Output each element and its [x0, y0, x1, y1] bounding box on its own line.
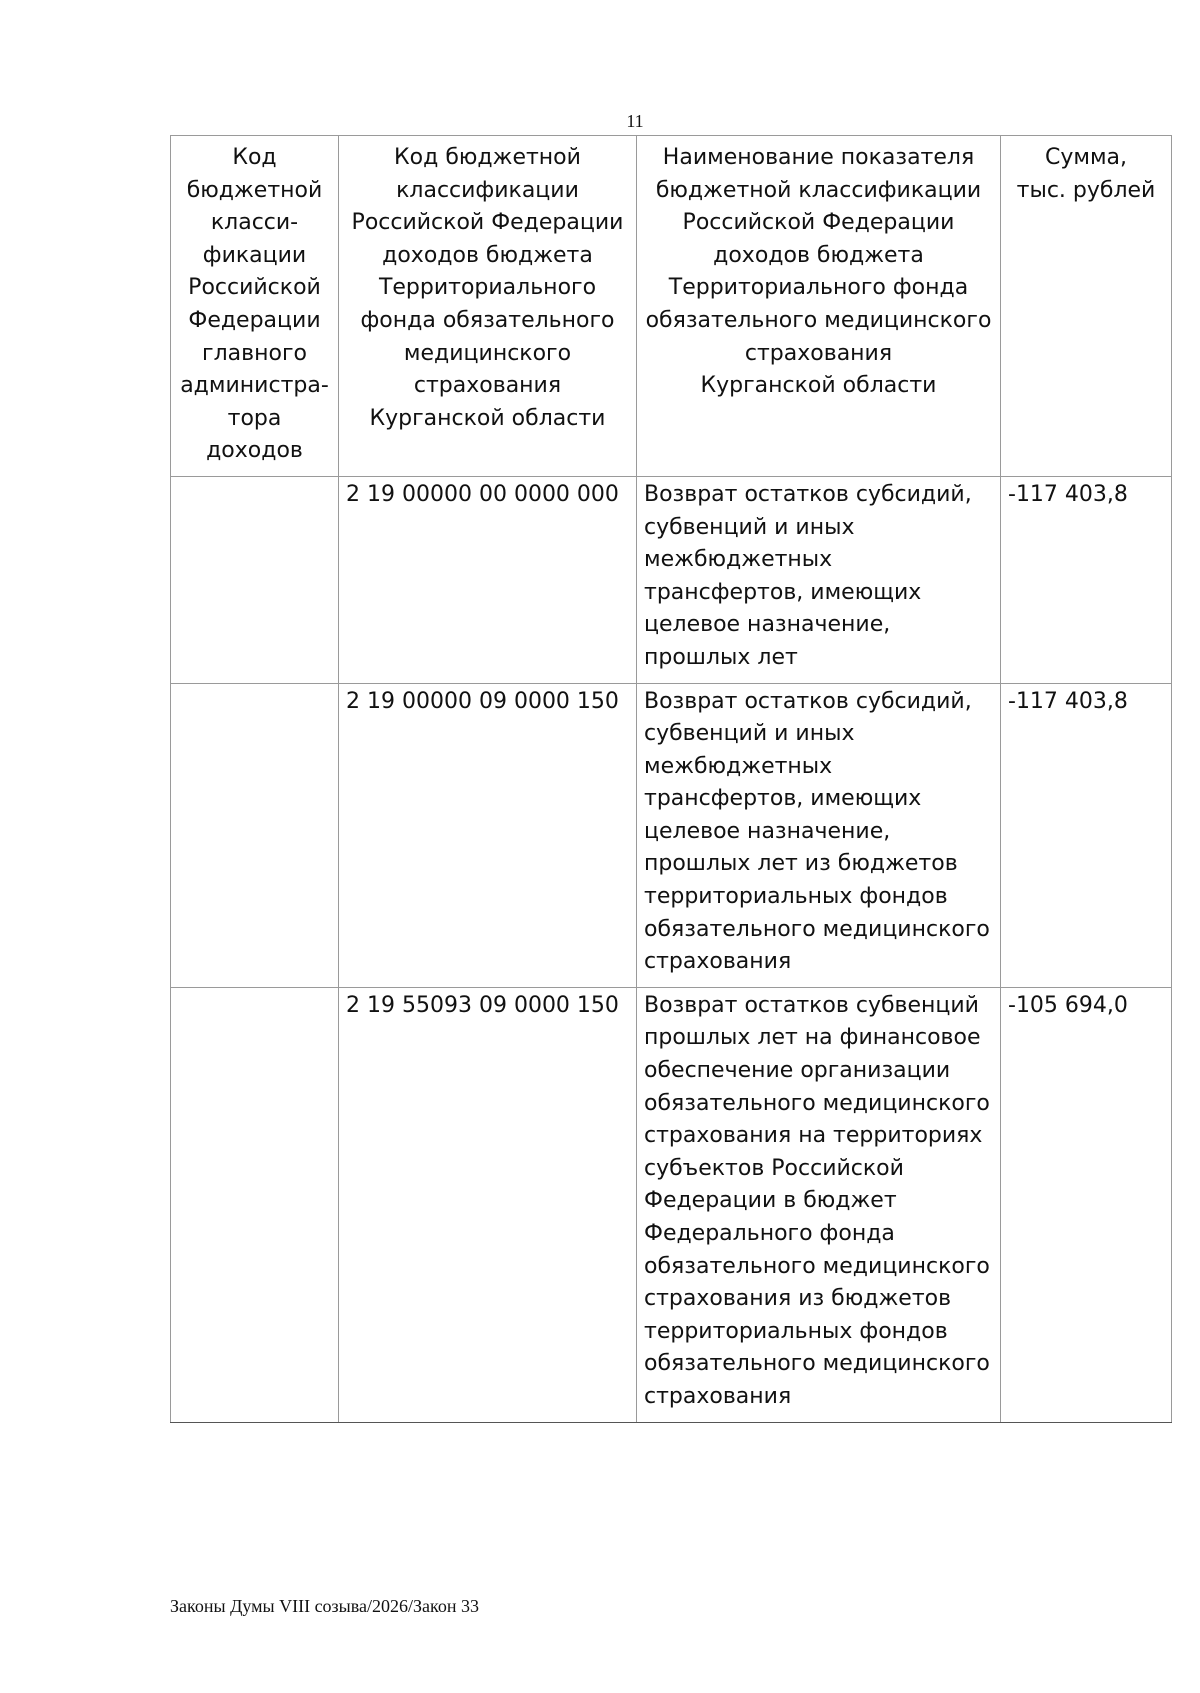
table-row: [171, 476, 1172, 683]
header-sum: Сумма, тыс. рублей: [1001, 136, 1172, 477]
cell-indicator-name: Возврат остатков субсидий, субвенций и иных межбюджетных трансфертов, имеющих целевое назначение, прошлых лет: [637, 476, 1001, 683]
cell-sum: -117 403,8: [1001, 683, 1172, 987]
cell-indicator-name: Возврат остатков субвенций прошлых лет на финансовое обеспечение организации обязательного медицинского страхования на территориях субъектов Российской Федерации в бюджет Федерального фонда обязательного медицинского страхования из бюджетов территориальных фондов обязательного медицинского страхования: [637, 987, 1001, 1422]
header-bk-code: Код бюджетной классификации Российской Федерации доходов бюджета Территориального фонда обязательного медицинского страхования Курганской области: [339, 136, 637, 477]
page-number: 11: [626, 111, 644, 131]
cell-admin-code: [171, 683, 339, 987]
header-indicator-name: Наименование показателя бюджетной классификации Российской Федерации доходов бюджета Территориального фонда обязательного медицинского страхования Курганской области: [637, 136, 1001, 477]
table-row: [171, 683, 1172, 987]
table-row: [171, 987, 1172, 1422]
table-header-row: [171, 136, 1172, 477]
cell-bk-code: 2 19 00000 09 0000 150: [339, 683, 637, 987]
header-admin-code: Код бюджетной класси- фикации Российской Федерации главного администра- тора доходов: [171, 136, 339, 477]
document-footer: Законы Думы VIII созыва/2026/Закон 33: [170, 1596, 479, 1616]
cell-sum: -117 403,8: [1001, 476, 1172, 683]
cell-admin-code: [171, 476, 339, 683]
cell-bk-code: 2 19 55093 09 0000 150: [339, 987, 637, 1422]
cell-indicator-name: Возврат остатков субсидий, субвенций и иных межбюджетных трансфертов, имеющих целевое назначение, прошлых лет из бюджетов территориальных фондов обязательного медицинского страхования: [637, 683, 1001, 987]
budget-revenue-table: [170, 135, 1172, 1423]
cell-admin-code: [171, 987, 339, 1422]
cell-sum: -105 694,0: [1001, 987, 1172, 1422]
cell-bk-code: 2 19 00000 00 0000 000: [339, 476, 637, 683]
